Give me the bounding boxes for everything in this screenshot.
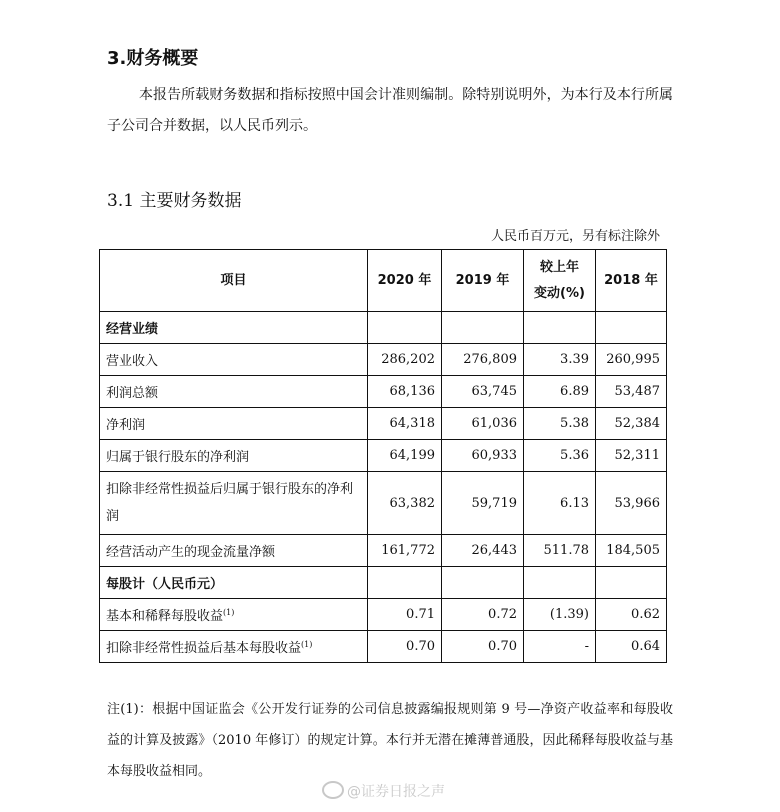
header-change — [524, 250, 596, 312]
cell-2018: 52,384 — [596, 408, 667, 440]
cell-2019: 60,933 — [442, 440, 524, 472]
header-2018: 2018 年 — [596, 250, 667, 312]
weibo-icon — [322, 781, 344, 799]
cell-2020: 286,202 — [368, 344, 442, 376]
row-label: 净利润 — [100, 408, 368, 440]
cell-2020: 63,382 — [368, 472, 442, 535]
cell-2019: 0.72 — [442, 599, 524, 631]
watermark — [322, 781, 445, 801]
cell-change: 5.36 — [524, 440, 596, 472]
cell-2018: 53,966 — [596, 472, 667, 535]
section-row — [100, 312, 667, 344]
row-label: 经营活动产生的现金流量净额 — [100, 535, 368, 567]
table-row — [100, 631, 667, 663]
cell-2020: 64,199 — [368, 440, 442, 472]
cell-change: 511.78 — [524, 535, 596, 567]
cell-2019: 276,809 — [442, 344, 524, 376]
cell-change: - — [524, 631, 596, 663]
cell-2018: 260,995 — [596, 344, 667, 376]
cell-2019: 26,443 — [442, 535, 524, 567]
table-row — [100, 408, 667, 440]
row-label: 归属于银行股东的净利润 — [100, 440, 368, 472]
section-label: 每股计（人民币元） — [100, 567, 368, 599]
row-label: 扣除非经常性损益后归属于银行股东的净利润 — [100, 472, 368, 535]
header-change-line2: 变动(%) — [534, 285, 585, 301]
table-row — [100, 472, 667, 535]
cell-2018: 53,487 — [596, 376, 667, 408]
cell-2020: 0.71 — [368, 599, 442, 631]
table-row — [100, 440, 667, 472]
cell-2018: 0.62 — [596, 599, 667, 631]
row-label: 营业收入 — [100, 344, 368, 376]
cell-2019: 59,719 — [442, 472, 524, 535]
cell-change: (1.39) — [524, 599, 596, 631]
row-label — [100, 631, 368, 663]
section-title: 3.财务概要 — [107, 48, 199, 69]
footnote: 注(1)：根据中国证监会《公开发行证券的公司信息披露编报规则第 9 号—净资产收益率和每股收益的计算及披露》（2010 年修订）的规定计算。本行并无潜在摊薄普通股，因此稀释每股收益与基本每股收益相同。 — [107, 702, 673, 779]
table-row — [100, 376, 667, 408]
financial-table — [99, 249, 667, 663]
watermark-text: @证券日报之声 — [347, 784, 445, 800]
cell-2018: 0.64 — [596, 631, 667, 663]
cell-2020: 161,772 — [368, 535, 442, 567]
cell-change: 5.38 — [524, 408, 596, 440]
unit-note: 人民币百万元，另有标注除外 — [490, 229, 660, 244]
cell-2019: 63,745 — [442, 376, 524, 408]
header-change-line1: 较上年 — [539, 259, 579, 275]
cell-change: 3.39 — [524, 344, 596, 376]
section-label: 经营业绩 — [100, 312, 368, 344]
header-2020: 2020 年 — [368, 250, 442, 312]
row-label-text: 基本和稀释每股收益 — [106, 609, 224, 624]
table-row — [100, 344, 667, 376]
subsection-title: 3.1 主要财务数据 — [107, 191, 242, 211]
table-header-row — [100, 250, 667, 312]
table-row — [100, 535, 667, 567]
row-label-text: 扣除非经常性损益后基本每股收益 — [106, 641, 302, 656]
cell-2020: 64,318 — [368, 408, 442, 440]
cell-2020: 68,136 — [368, 376, 442, 408]
cell-2018: 52,311 — [596, 440, 667, 472]
section-row — [100, 567, 667, 599]
cell-change: 6.13 — [524, 472, 596, 535]
footnote-ref: (1) — [301, 640, 313, 649]
intro-paragraph: 本报告所载财务数据和指标按照中国会计准则编制。除特别说明外，为本行及本行所属子公司合并数据，以人民币列示。 — [107, 87, 673, 134]
footnote-ref: (1) — [223, 608, 235, 617]
header-2019: 2019 年 — [442, 250, 524, 312]
cell-2019: 0.70 — [442, 631, 524, 663]
cell-2018: 184,505 — [596, 535, 667, 567]
table-row — [100, 599, 667, 631]
header-item: 项目 — [100, 250, 368, 312]
row-label: 利润总额 — [100, 376, 368, 408]
cell-2020: 0.70 — [368, 631, 442, 663]
row-label — [100, 599, 368, 631]
cell-2019: 61,036 — [442, 408, 524, 440]
cell-change: 6.89 — [524, 376, 596, 408]
